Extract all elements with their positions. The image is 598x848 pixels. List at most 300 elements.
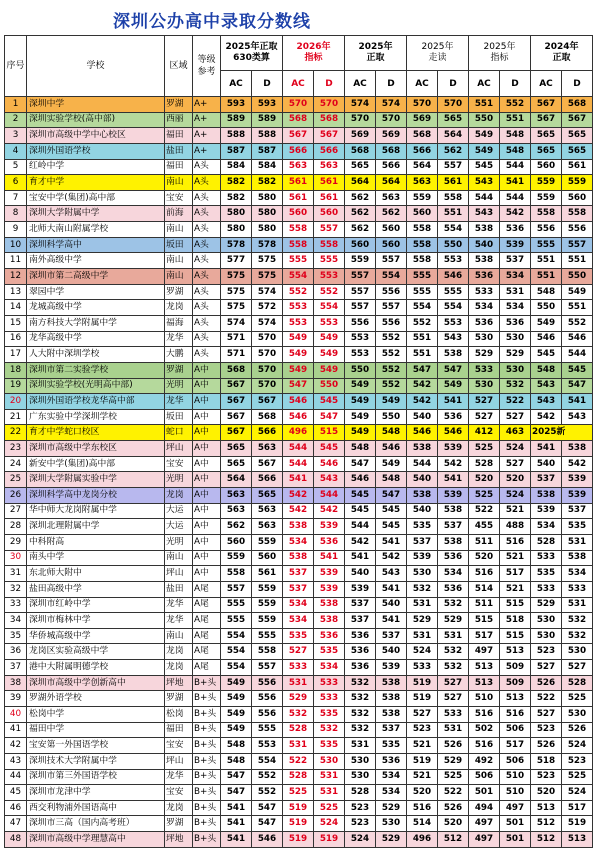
- score-cell: 543: [469, 206, 500, 222]
- score-cell: 556: [252, 675, 283, 691]
- score-cell: 530: [531, 628, 562, 644]
- score-cell: 522: [283, 753, 314, 769]
- score-cell: 549: [283, 331, 314, 347]
- school-name: 华侨城高级中学: [27, 628, 165, 644]
- table-row: [5, 190, 593, 206]
- score-cell: 542: [531, 409, 562, 425]
- score-cell: 520: [469, 472, 500, 488]
- score-cell: 565: [438, 112, 469, 128]
- score-cell: 538: [314, 597, 345, 613]
- score-cell: 549: [221, 675, 252, 691]
- score-cell: 534: [283, 613, 314, 629]
- score-cell: 514: [407, 816, 438, 832]
- score-cell: 529: [376, 832, 407, 848]
- school-grade: A头: [193, 190, 221, 206]
- score-cell: 523: [562, 753, 593, 769]
- score-cell: 497: [469, 832, 500, 848]
- score-cell: 538: [376, 691, 407, 707]
- score-cell: 539: [314, 581, 345, 597]
- school-grade: A中: [193, 425, 221, 441]
- score-cell: 513: [531, 800, 562, 816]
- score-cell: 533: [283, 660, 314, 676]
- score-cell: 519: [283, 832, 314, 848]
- score-cell: 531: [407, 628, 438, 644]
- score-cell: 520: [531, 785, 562, 801]
- score-cell: 539: [314, 519, 345, 535]
- score-cell: 541: [531, 441, 562, 457]
- row-index: 36: [5, 644, 27, 660]
- score-cell: 538: [376, 675, 407, 691]
- score-cell: 558: [531, 206, 562, 222]
- score-cell: 544: [562, 347, 593, 363]
- score-cell: 539: [345, 581, 376, 597]
- score-cell: 565: [562, 128, 593, 144]
- score-cell: 563: [252, 441, 283, 457]
- school-name: 深圳市高级中学东校区: [27, 441, 165, 457]
- score-cell: 517: [500, 738, 531, 754]
- score-cell: 559: [345, 253, 376, 269]
- score-cell: 555: [221, 597, 252, 613]
- score-cell: 525: [283, 785, 314, 801]
- school-name: 深圳实验学校(光明高中部): [27, 378, 165, 394]
- score-cell: 553: [283, 300, 314, 316]
- row-index: 17: [5, 347, 27, 363]
- score-cell: 522: [500, 394, 531, 410]
- table-row: [5, 425, 593, 441]
- header-group-5-label: 2025年指标: [483, 42, 516, 63]
- score-cell: 565: [345, 159, 376, 175]
- score-cell: 517: [562, 800, 593, 816]
- header-group-2-label: 2026年指标: [296, 42, 331, 63]
- header-group-4: [407, 36, 469, 71]
- table-row: [5, 347, 593, 363]
- score-cell: 568: [283, 112, 314, 128]
- score-cell: 549: [345, 378, 376, 394]
- score-cell: 574: [345, 97, 376, 113]
- table-row: [5, 112, 593, 128]
- table-row: [5, 519, 593, 535]
- score-cell: 554: [221, 644, 252, 660]
- school-grade: A中: [193, 378, 221, 394]
- score-cell: 549: [345, 425, 376, 441]
- score-cell: 537: [283, 581, 314, 597]
- score-cell: 535: [314, 644, 345, 660]
- score-cell: 536: [314, 628, 345, 644]
- score-cell: 543: [438, 331, 469, 347]
- school-grade: A头: [193, 237, 221, 253]
- score-cell: 534: [562, 566, 593, 582]
- score-cell: 558: [221, 566, 252, 582]
- school-grade: A中: [193, 441, 221, 457]
- school-area: 坪地: [165, 675, 193, 691]
- score-cell: 532: [283, 706, 314, 722]
- score-cell: 522: [469, 503, 500, 519]
- score-cell: 580: [252, 222, 283, 238]
- school-name: 深圳北理附属中学: [27, 519, 165, 535]
- score-cell: 535: [314, 706, 345, 722]
- score-cell: 534: [376, 785, 407, 801]
- school-grade: A头: [193, 300, 221, 316]
- score-cell: 580: [252, 190, 283, 206]
- header-d: D: [500, 71, 531, 97]
- score-cell: 532: [314, 722, 345, 738]
- score-cell: 538: [562, 550, 593, 566]
- school-name: 西交利物浦外国语高中: [27, 800, 165, 816]
- score-cell: 532: [345, 722, 376, 738]
- school-area: 南山: [165, 550, 193, 566]
- table-row: [5, 206, 593, 222]
- score-cell: 554: [252, 753, 283, 769]
- header-group-3: [345, 36, 407, 71]
- school-area: 龙岗: [165, 488, 193, 504]
- score-cell: 564: [376, 175, 407, 191]
- score-cell: 557: [376, 253, 407, 269]
- school-area: 福海: [165, 315, 193, 331]
- header-grade: [193, 36, 221, 97]
- score-cell: 593: [252, 97, 283, 113]
- school-grade: B+头: [193, 800, 221, 816]
- school-area: 宝安: [165, 738, 193, 754]
- score-cell: 536: [376, 753, 407, 769]
- score-cell: 567: [221, 378, 252, 394]
- score-cell: 534: [469, 300, 500, 316]
- score-cell: 527: [469, 409, 500, 425]
- school-grade: A中: [193, 456, 221, 472]
- score-cell: 535: [376, 738, 407, 754]
- score-cell: 563: [376, 190, 407, 206]
- table-row: [5, 175, 593, 191]
- score-cell: 537: [438, 519, 469, 535]
- row-index: 11: [5, 253, 27, 269]
- score-cell: 568: [562, 97, 593, 113]
- score-cell: 551: [407, 331, 438, 347]
- school-area: 蛇口: [165, 425, 193, 441]
- score-cell: 546: [345, 472, 376, 488]
- score-cell: 561: [562, 159, 593, 175]
- school-name: 深圳市三高（国内高考班）: [27, 816, 165, 832]
- score-cell: 527: [438, 691, 469, 707]
- score-cell: 530: [376, 816, 407, 832]
- school-name: 深圳外国语学校: [27, 143, 165, 159]
- score-cell: 532: [562, 628, 593, 644]
- score-cell: 560: [314, 206, 345, 222]
- school-area: 罗湖: [165, 362, 193, 378]
- score-cell: 588: [221, 128, 252, 144]
- score-cell: 524: [314, 816, 345, 832]
- score-cell: 567: [221, 425, 252, 441]
- score-cell: 541: [438, 472, 469, 488]
- school-area: 龙岗: [165, 300, 193, 316]
- score-cell: 520: [469, 550, 500, 566]
- table-row: [5, 143, 593, 159]
- row-index: 48: [5, 832, 27, 848]
- header-group-2: [283, 36, 345, 71]
- school-grade: A头: [193, 269, 221, 285]
- score-cell: 552: [376, 362, 407, 378]
- score-cell: 541: [376, 613, 407, 629]
- school-area: 罗湖: [165, 816, 193, 832]
- school-grade: A尾: [193, 581, 221, 597]
- school-name: 广东实验中学深圳学校: [27, 409, 165, 425]
- school-area: 南山: [165, 628, 193, 644]
- score-cell: 543: [376, 566, 407, 582]
- score-cell: 545: [469, 159, 500, 175]
- score-cell: 544: [500, 190, 531, 206]
- school-grade: A中: [193, 488, 221, 504]
- table-row: [5, 472, 593, 488]
- score-cell: 549: [314, 347, 345, 363]
- score-cell: 568: [376, 143, 407, 159]
- score-cell: 551: [407, 347, 438, 363]
- row-index: 22: [5, 425, 27, 441]
- school-grade: A尾: [193, 628, 221, 644]
- score-cell: 559: [252, 613, 283, 629]
- score-cell: 554: [221, 628, 252, 644]
- score-cell: 542: [407, 394, 438, 410]
- school-area: 龙华: [165, 769, 193, 785]
- row-index: 14: [5, 300, 27, 316]
- score-cell: 541: [376, 581, 407, 597]
- score-cell: 553: [345, 347, 376, 363]
- school-name: 港中大附属明德学校: [27, 660, 165, 676]
- score-cell: 551: [500, 112, 531, 128]
- score-cell: 540: [345, 566, 376, 582]
- score-cell: 510: [500, 769, 531, 785]
- score-cell: 519: [407, 691, 438, 707]
- score-cell: 527: [500, 456, 531, 472]
- score-cell: 525: [562, 691, 593, 707]
- score-cell: 584: [252, 159, 283, 175]
- score-cell: 541: [376, 534, 407, 550]
- row-index: 30: [5, 550, 27, 566]
- score-cell: 539: [438, 488, 469, 504]
- school-name: 深圳市高级中学理慧高中: [27, 832, 165, 848]
- score-cell: 553: [438, 253, 469, 269]
- score-cell: 558: [407, 237, 438, 253]
- row-index: 43: [5, 753, 27, 769]
- score-cell: 528: [531, 534, 562, 550]
- school-area: 龙岗: [165, 800, 193, 816]
- row-index: 39: [5, 691, 27, 707]
- score-cell: 528: [283, 722, 314, 738]
- score-cell: 568: [314, 112, 345, 128]
- row-index: 9: [5, 222, 27, 238]
- score-cell: 552: [376, 331, 407, 347]
- header-group-1: [221, 36, 283, 71]
- score-cell: 562: [345, 222, 376, 238]
- score-cell: 539: [562, 472, 593, 488]
- school-name: 南头中学: [27, 550, 165, 566]
- header-group-6-label: 2024年正取: [544, 42, 579, 63]
- score-cell: 530: [562, 644, 593, 660]
- score-cell: 526: [531, 675, 562, 691]
- row-index: 7: [5, 190, 27, 206]
- score-cell: 557: [345, 269, 376, 285]
- score-cell: 570: [252, 347, 283, 363]
- score-cell: 542: [283, 488, 314, 504]
- score-cell: 570: [283, 97, 314, 113]
- score-cell: 546: [438, 269, 469, 285]
- score-cell: 531: [345, 738, 376, 754]
- score-cell: 552: [283, 284, 314, 300]
- score-cell: 553: [314, 269, 345, 285]
- score-cell: 537: [345, 597, 376, 613]
- score-cell: 568: [221, 362, 252, 378]
- score-cell: 543: [531, 378, 562, 394]
- school-grade: B+头: [193, 675, 221, 691]
- school-grade: A头: [193, 315, 221, 331]
- school-grade: A头: [193, 253, 221, 269]
- score-cell: 528: [345, 785, 376, 801]
- score-cell: 531: [314, 769, 345, 785]
- score-cell: 541: [314, 550, 345, 566]
- score-cell: 530: [500, 362, 531, 378]
- score-cell: 527: [438, 675, 469, 691]
- score-cell: 559: [252, 597, 283, 613]
- score-cell: 524: [562, 785, 593, 801]
- school-area: 福田: [165, 722, 193, 738]
- score-cell: 523: [345, 816, 376, 832]
- score-cell: 540: [531, 456, 562, 472]
- score-cell: 550: [469, 112, 500, 128]
- table-body: [5, 97, 593, 848]
- score-cell: 519: [562, 816, 593, 832]
- score-cell: 568: [252, 409, 283, 425]
- table-row: [5, 816, 593, 832]
- score-cell: 542: [500, 206, 531, 222]
- score-cell: 560: [252, 550, 283, 566]
- score-cell: 557: [562, 237, 593, 253]
- table-row: [5, 628, 593, 644]
- row-index: 18: [5, 362, 27, 378]
- table-row: [5, 315, 593, 331]
- school-area: 南山: [165, 253, 193, 269]
- score-cell: 546: [531, 331, 562, 347]
- school-grade: A+: [193, 128, 221, 144]
- school-name: 深圳市第二实验学校: [27, 362, 165, 378]
- score-cell: 516: [407, 800, 438, 816]
- score-table: [4, 35, 593, 848]
- score-cell: 542: [314, 503, 345, 519]
- school-name: 深圳实验学校(高中部): [27, 112, 165, 128]
- score-cell: 540: [407, 409, 438, 425]
- score-cell: 463: [500, 425, 531, 441]
- score-cell: 526: [438, 738, 469, 754]
- score-cell: 513: [500, 691, 531, 707]
- score-cell: 561: [314, 190, 345, 206]
- score-cell: 547: [252, 800, 283, 816]
- score-cell: 547: [283, 378, 314, 394]
- score-cell: 545: [562, 362, 593, 378]
- score-cell: 550: [531, 300, 562, 316]
- score-cell: 512: [531, 816, 562, 832]
- score-cell: 539: [407, 550, 438, 566]
- row-index: 21: [5, 409, 27, 425]
- score-cell: 531: [438, 628, 469, 644]
- score-cell: 545: [531, 347, 562, 363]
- score-cell: 567: [314, 128, 345, 144]
- score-cell: 560: [531, 159, 562, 175]
- score-cell: 544: [314, 488, 345, 504]
- score-cell: 564: [221, 472, 252, 488]
- header-d: D: [438, 71, 469, 97]
- score-cell: 521: [407, 738, 438, 754]
- score-cell: 520: [500, 472, 531, 488]
- score-cell: 543: [314, 472, 345, 488]
- table-row: [5, 832, 593, 848]
- score-cell: 575: [221, 300, 252, 316]
- score-cell: 538: [438, 534, 469, 550]
- score-cell: 570: [314, 97, 345, 113]
- score-cell: 533: [407, 660, 438, 676]
- score-cell: 530: [407, 566, 438, 582]
- score-cell: 563: [407, 175, 438, 191]
- score-cell: 542: [376, 550, 407, 566]
- school-area: 坂田: [165, 237, 193, 253]
- score-cell: 540: [376, 597, 407, 613]
- score-cell: 587: [252, 143, 283, 159]
- score-cell: 553: [438, 315, 469, 331]
- score-cell: 509: [500, 675, 531, 691]
- score-cell: 558: [562, 206, 593, 222]
- score-cell: 542: [438, 456, 469, 472]
- table-row: [5, 159, 593, 175]
- row-index: 3: [5, 128, 27, 144]
- score-cell: 528: [562, 675, 593, 691]
- score-cell: 539: [376, 660, 407, 676]
- score-cell: 545: [314, 441, 345, 457]
- score-cell: 535: [562, 519, 593, 535]
- header-ac: AC: [283, 71, 314, 97]
- score-cell: 552: [376, 347, 407, 363]
- table-row: [5, 566, 593, 582]
- score-cell: 535: [531, 566, 562, 582]
- header-d: D: [562, 71, 593, 97]
- score-cell: 528: [469, 456, 500, 472]
- score-cell: 555: [531, 237, 562, 253]
- score-cell: 527: [407, 706, 438, 722]
- header-ac: AC: [221, 71, 252, 97]
- score-cell: 541: [438, 394, 469, 410]
- score-cell: 536: [469, 315, 500, 331]
- school-name: 深圳市红岭中学: [27, 597, 165, 613]
- score-cell: 538: [531, 488, 562, 504]
- score-cell: 528: [283, 769, 314, 785]
- table-row: [5, 800, 593, 816]
- score-cell: 519: [314, 832, 345, 848]
- score-cell: 514: [469, 581, 500, 597]
- header-d: D: [314, 71, 345, 97]
- score-cell: 555: [252, 722, 283, 738]
- row-index: 16: [5, 331, 27, 347]
- score-cell: 543: [469, 175, 500, 191]
- school-name: 人大附中深圳学校: [27, 347, 165, 363]
- score-cell: 536: [314, 534, 345, 550]
- score-cell: 556: [252, 706, 283, 722]
- table-row: [5, 378, 593, 394]
- score-cell: 529: [469, 347, 500, 363]
- score-cell: 564: [407, 159, 438, 175]
- score-cell: 541: [221, 800, 252, 816]
- score-cell: 545: [314, 394, 345, 410]
- score-cell: 561: [283, 190, 314, 206]
- score-cell: 548: [345, 441, 376, 457]
- school-area: 坪山: [165, 566, 193, 582]
- score-cell: 531: [438, 722, 469, 738]
- score-cell: 566: [252, 425, 283, 441]
- score-cell: 550: [562, 269, 593, 285]
- score-cell: 516: [469, 706, 500, 722]
